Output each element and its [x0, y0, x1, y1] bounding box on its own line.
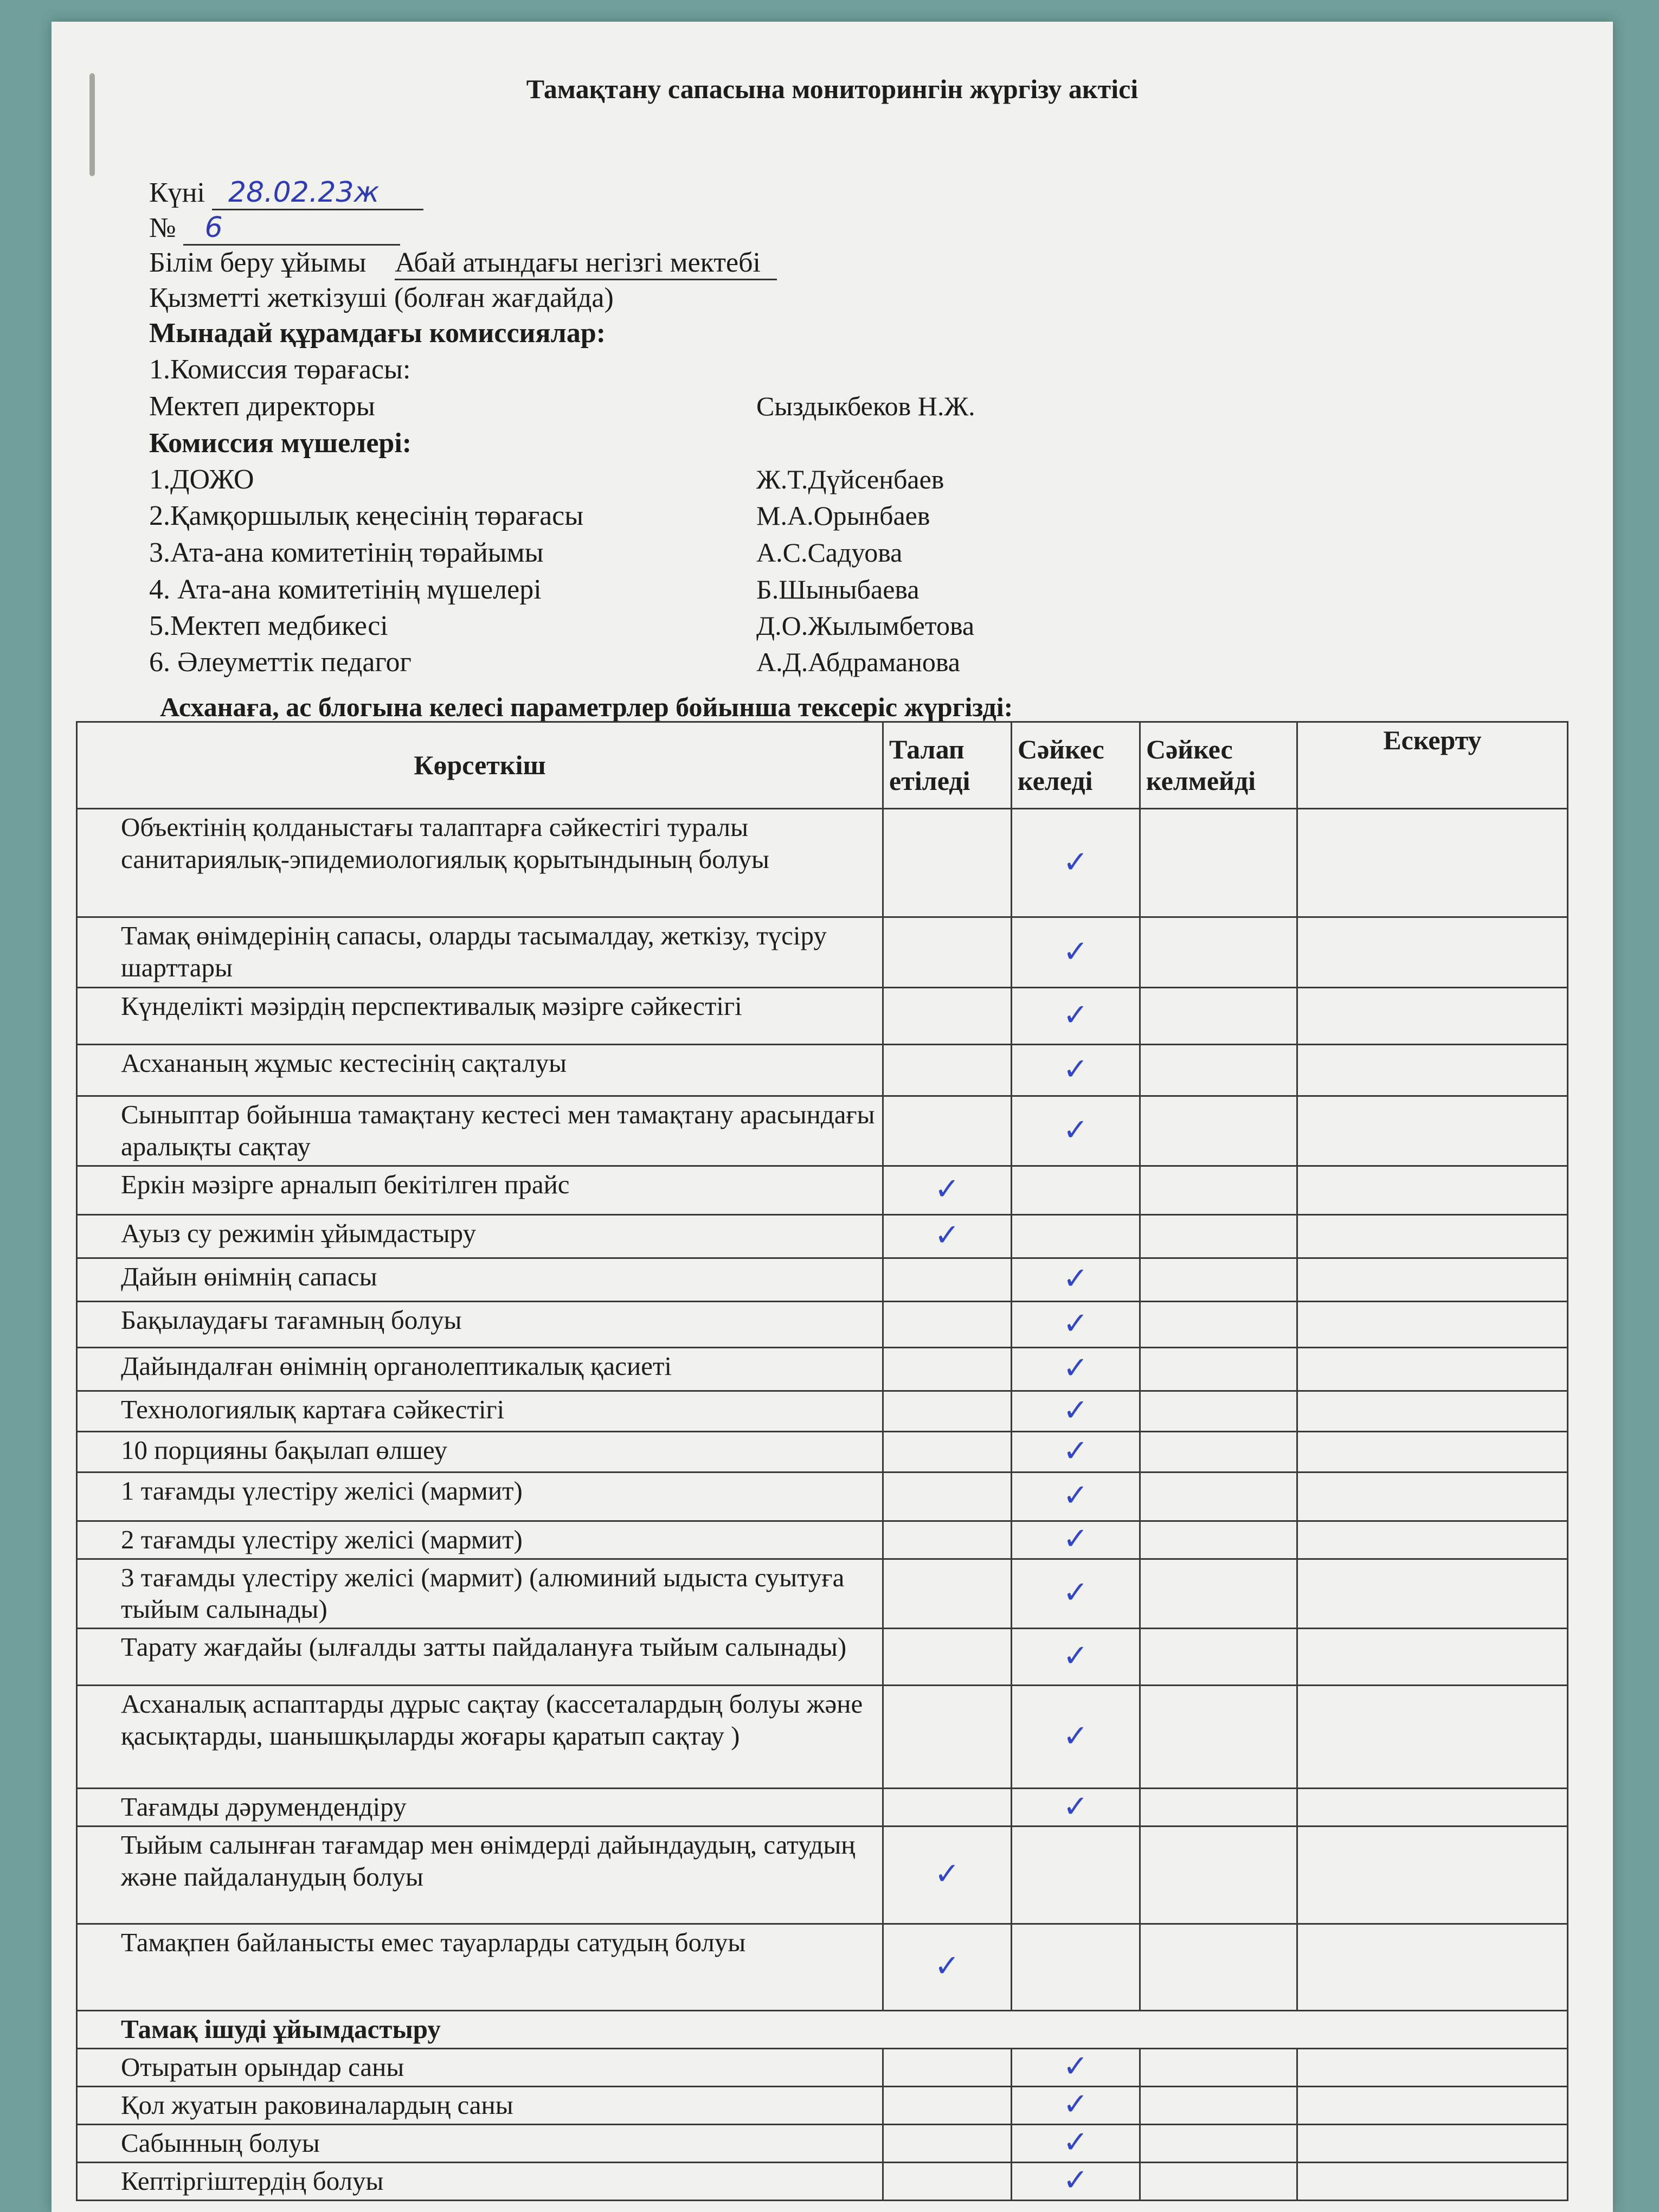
section-heading-row — [77, 2010, 1568, 2048]
indicator-cell: Кептіргіштердің болуы — [77, 2162, 883, 2200]
required-cell — [883, 988, 1012, 1045]
table-row — [77, 1214, 1568, 1258]
members-heading: Комиссия мүшелері: — [149, 428, 412, 459]
not-conforms-cell — [1140, 1391, 1297, 1431]
not-conforms-cell — [1140, 1166, 1297, 1214]
required-cell — [883, 1472, 1012, 1521]
table-caption: Асханаға, ас блогына келесі параметрлер бойынша тексеріс жүргізді: — [160, 692, 1013, 722]
check-mark-icon: ✓ — [1063, 2125, 1089, 2160]
indicator-cell: Асхананың жұмыс кестесінің сақталуы — [77, 1045, 883, 1096]
document-page — [52, 22, 1613, 2212]
required-cell — [883, 1789, 1012, 1827]
not-conforms-cell — [1140, 2162, 1297, 2200]
not-conforms-cell — [1140, 1789, 1297, 1827]
conforms-cell — [1012, 1686, 1140, 1789]
required-cell — [883, 1924, 1012, 2010]
document-title: Тамақтану сапасына мониторингін жүргізу актісі — [526, 74, 1139, 104]
not-conforms-cell — [1140, 1521, 1297, 1559]
table-row — [77, 1096, 1568, 1166]
not-conforms-cell — [1140, 1347, 1297, 1391]
conforms-cell — [1012, 1301, 1140, 1347]
table-body — [77, 809, 1568, 2201]
not-conforms-cell — [1140, 1559, 1297, 1629]
indicator-cell: Күнделікті мәзірдің перспективалық мәзірге сәйкестігі — [77, 988, 883, 1045]
member-role: 3.Ата-ана комитетінің төрайымы — [149, 537, 544, 568]
note-cell — [1297, 809, 1568, 917]
required-cell — [883, 917, 1012, 988]
inspection-table — [76, 721, 1568, 2201]
required-cell — [883, 1301, 1012, 1347]
conforms-cell — [1012, 1826, 1140, 1924]
required-cell — [883, 1521, 1012, 1559]
not-conforms-cell — [1140, 1045, 1297, 1096]
required-cell — [883, 1391, 1012, 1431]
conforms-cell — [1012, 2048, 1140, 2086]
table-row — [77, 1924, 1568, 2010]
conforms-cell — [1012, 1559, 1140, 1629]
check-mark-icon: ✓ — [1063, 1521, 1089, 1557]
not-conforms-cell — [1140, 809, 1297, 917]
note-cell — [1297, 1431, 1568, 1472]
indicator-cell: Бақылаудағы тағамның болуы — [77, 1301, 883, 1347]
check-mark-icon: ✓ — [934, 1949, 960, 1984]
indicator-cell: Сабынның болуы — [77, 2124, 883, 2162]
number-label: № — [149, 213, 176, 243]
required-cell — [883, 2162, 1012, 2200]
indicator-cell: Сыныптар бойынша тамақтану кестесі мен тамақтану арасындағы аралықты сақтау — [77, 1096, 883, 1166]
table-row — [77, 1521, 1568, 1559]
section-heading: Тамақ ішуді ұйымдастыру — [77, 2010, 1568, 2048]
org-value: Абай атындағы негізгі мектебі — [395, 247, 761, 278]
date-line — [149, 176, 423, 210]
date-value: 28.02.23ж — [228, 176, 380, 209]
check-mark-icon: ✓ — [1063, 934, 1089, 969]
header-conforms: Сәйкес келеді — [1012, 722, 1140, 809]
conforms-cell — [1012, 1431, 1140, 1472]
note-cell — [1297, 1096, 1568, 1166]
not-conforms-cell — [1140, 917, 1297, 988]
not-conforms-cell — [1140, 988, 1297, 1045]
header-required: Талап етіледі — [883, 722, 1012, 809]
conforms-cell — [1012, 1258, 1140, 1301]
member-role: 2.Қамқоршылық кеңесінің төрағасы — [149, 500, 584, 531]
check-mark-icon: ✓ — [1063, 1478, 1089, 1514]
table-row — [77, 1166, 1568, 1214]
check-mark-icon: ✓ — [1063, 844, 1089, 880]
indicator-cell: Дайындалған өнімнің органолептикалық қасиеті — [77, 1347, 883, 1391]
conforms-cell — [1012, 2124, 1140, 2162]
table-row — [77, 1559, 1568, 1629]
director-label: Мектеп директоры — [149, 391, 375, 422]
conforms-cell — [1012, 1166, 1140, 1214]
commission-heading: Мынадай құрамдағы комиссиялар: — [149, 318, 606, 349]
note-cell — [1297, 1347, 1568, 1391]
note-cell — [1297, 2086, 1568, 2124]
required-cell — [883, 1431, 1012, 1472]
not-conforms-cell — [1140, 1629, 1297, 1686]
table-header-row — [77, 722, 1568, 809]
table-row — [77, 1629, 1568, 1686]
header-not-conforms: Сәйкес келмейді — [1140, 722, 1297, 809]
indicator-cell: Еркін мәзірге арналып бекітілген прайс — [77, 1166, 883, 1214]
indicator-cell: Тамақ өнімдерінің сапасы, оларды тасымалдау, жеткізу, түсіру шарттары — [77, 917, 883, 988]
conforms-cell — [1012, 1521, 1140, 1559]
indicator-cell: Ауыз су режимін ұйымдастыру — [77, 1214, 883, 1258]
member-name: Д.О.Жылымбетова — [756, 610, 975, 641]
member-name: М.А.Орынбаев — [756, 500, 930, 531]
note-cell — [1297, 1472, 1568, 1521]
not-conforms-cell — [1140, 2086, 1297, 2124]
member-role: 6. Әлеуметтік педагог — [149, 647, 411, 678]
table-row — [77, 917, 1568, 988]
required-cell — [883, 1045, 1012, 1096]
conforms-cell — [1012, 1096, 1140, 1166]
not-conforms-cell — [1140, 2124, 1297, 2162]
check-mark-icon: ✓ — [1063, 1433, 1089, 1469]
check-mark-icon: ✓ — [1063, 1261, 1089, 1297]
conforms-cell — [1012, 2086, 1140, 2124]
conforms-cell — [1012, 1789, 1140, 1827]
check-mark-icon: ✓ — [1063, 998, 1089, 1033]
table-row — [77, 1431, 1568, 1472]
member-name: Б.Шыныбаева — [756, 574, 919, 605]
not-conforms-cell — [1140, 1258, 1297, 1301]
required-cell — [883, 2048, 1012, 2086]
check-mark-icon: ✓ — [1063, 1575, 1089, 1611]
indicator-cell: 2 тағамды үлестіру желісі (мармит) — [77, 1521, 883, 1559]
table-row — [77, 2086, 1568, 2124]
required-cell — [883, 1686, 1012, 1789]
table-row — [77, 1789, 1568, 1827]
indicator-cell: Тағамды дәрумендендіру — [77, 1789, 883, 1827]
table-row — [77, 1258, 1568, 1301]
indicator-cell: Объектінің қолданыстағы талаптарға сәйкестігі туралы санитариялық-эпидемиологиялық қорытындының болуы — [77, 809, 883, 917]
note-cell — [1297, 1258, 1568, 1301]
table-row — [77, 988, 1568, 1045]
required-cell — [883, 1826, 1012, 1924]
member-name: А.С.Садуова — [756, 537, 903, 568]
check-mark-icon: ✓ — [1063, 1351, 1089, 1386]
not-conforms-cell — [1140, 2048, 1297, 2086]
note-cell — [1297, 1789, 1568, 1827]
required-cell — [883, 2124, 1012, 2162]
check-mark-icon: ✓ — [1063, 1718, 1089, 1754]
note-cell — [1297, 1045, 1568, 1096]
note-cell — [1297, 1629, 1568, 1686]
indicator-cell: Дайын өнімнің сапасы — [77, 1258, 883, 1301]
org-label: Білім беру ұйымы — [149, 247, 366, 278]
check-mark-icon: ✓ — [1063, 1112, 1089, 1148]
note-cell — [1297, 1686, 1568, 1789]
table-row — [77, 1686, 1568, 1789]
note-cell — [1297, 1924, 1568, 2010]
required-cell — [883, 1629, 1012, 1686]
note-cell — [1297, 2124, 1568, 2162]
note-cell — [1297, 1521, 1568, 1559]
member-role: 5.Мектеп медбикесі — [149, 610, 388, 641]
required-cell — [883, 1214, 1012, 1258]
indicator-cell: 3 тағамды үлестіру желісі (мармит) (алюминий ыдыста суытуға тыйым салынады) — [77, 1559, 883, 1629]
note-cell — [1297, 2162, 1568, 2200]
note-cell — [1297, 2048, 1568, 2086]
check-mark-icon: ✓ — [1063, 1789, 1089, 1824]
table-row — [77, 1347, 1568, 1391]
check-mark-icon: ✓ — [1063, 2049, 1089, 2085]
conforms-cell — [1012, 2162, 1140, 2200]
not-conforms-cell — [1140, 1096, 1297, 1166]
required-cell — [883, 1166, 1012, 1214]
note-cell — [1297, 1559, 1568, 1629]
conforms-cell — [1012, 809, 1140, 917]
note-cell — [1297, 1166, 1568, 1214]
table-row — [77, 1045, 1568, 1096]
check-mark-icon: ✓ — [1063, 1392, 1089, 1428]
not-conforms-cell — [1140, 1431, 1297, 1472]
check-mark-icon: ✓ — [934, 1172, 960, 1207]
conforms-cell — [1012, 1472, 1140, 1521]
conforms-cell — [1012, 917, 1140, 988]
conforms-cell — [1012, 1924, 1140, 2010]
required-cell — [883, 1258, 1012, 1301]
note-cell — [1297, 1391, 1568, 1431]
not-conforms-cell — [1140, 1472, 1297, 1521]
not-conforms-cell — [1140, 1686, 1297, 1789]
indicator-cell: Отыратын орындар саны — [77, 2048, 883, 2086]
header-indicator: Көрсеткіш — [77, 722, 883, 809]
indicator-cell: Тарату жағдайы (ылғалды затты пайдалануға тыйым салынады) — [77, 1629, 883, 1686]
supplier-label: Қызметті жеткізуші (болған жағдайда) — [149, 282, 614, 313]
note-cell — [1297, 1826, 1568, 1924]
note-cell — [1297, 1214, 1568, 1258]
not-conforms-cell — [1140, 1826, 1297, 1924]
indicator-cell: 10 порцияны бақылап өлшеу — [77, 1431, 883, 1472]
check-mark-icon: ✓ — [1063, 1052, 1089, 1087]
indicator-cell: 1 тағамды үлестіру желісі (мармит) — [77, 1472, 883, 1521]
required-cell — [883, 1559, 1012, 1629]
chair-label: 1.Комиссия төрағасы: — [149, 354, 411, 385]
required-cell — [883, 1096, 1012, 1166]
indicator-cell: Тамақпен байланысты емес тауарларды сатудың болуы — [77, 1924, 883, 2010]
number-line — [149, 211, 400, 246]
check-mark-icon: ✓ — [1063, 1306, 1089, 1341]
number-value: 6 — [204, 211, 223, 244]
note-cell — [1297, 917, 1568, 988]
check-mark-icon: ✓ — [934, 1218, 960, 1253]
org-line — [149, 247, 777, 280]
indicator-cell: Тыйым салынған тағамдар мен өнімдерді дайындаудың, сатудың және пайдаланудың болуы — [77, 1826, 883, 1924]
required-cell — [883, 809, 1012, 917]
indicator-cell: Асханалық аспаптарды дұрыс сақтау (кассеталардың болуы және қасықтарды, шанышқыларды жоғары қаратып сақтау ) — [77, 1686, 883, 1789]
table-row — [77, 2048, 1568, 2086]
not-conforms-cell — [1140, 1924, 1297, 2010]
conforms-cell — [1012, 1347, 1140, 1391]
member-name: Ж.Т.Дүйсенбаев — [756, 464, 944, 494]
check-mark-icon: ✓ — [1063, 2163, 1089, 2198]
conforms-cell — [1012, 988, 1140, 1045]
required-cell — [883, 2086, 1012, 2124]
indicator-cell: Қол жуатын раковиналардың саны — [77, 2086, 883, 2124]
member-name: А.Д.Абдраманова — [756, 647, 961, 677]
not-conforms-cell — [1140, 1214, 1297, 1258]
check-mark-icon: ✓ — [1063, 2087, 1089, 2123]
header-note: Ескерту — [1297, 722, 1568, 809]
required-cell — [883, 1347, 1012, 1391]
note-cell — [1297, 1301, 1568, 1347]
table-row — [77, 2162, 1568, 2200]
member-role: 4. Ата-ана комитетінің мүшелері — [149, 574, 542, 605]
conforms-cell — [1012, 1045, 1140, 1096]
table-row — [77, 809, 1568, 917]
conforms-cell — [1012, 1629, 1140, 1686]
not-conforms-cell — [1140, 1301, 1297, 1347]
check-mark-icon: ✓ — [934, 1856, 960, 1892]
check-mark-icon: ✓ — [1063, 1638, 1089, 1674]
date-label: Күні — [149, 177, 205, 208]
table-row — [77, 1472, 1568, 1521]
director-name: Сыздыкбеков Н.Ж. — [756, 391, 975, 421]
conforms-cell — [1012, 1391, 1140, 1431]
table-row — [77, 1391, 1568, 1431]
table-row — [77, 1301, 1568, 1347]
table-row — [77, 1826, 1568, 1924]
note-cell — [1297, 988, 1568, 1045]
indicator-cell: Технологиялық картаға сәйкестігі — [77, 1391, 883, 1431]
conforms-cell — [1012, 1214, 1140, 1258]
member-role: 1.ДОЖО — [149, 464, 254, 495]
table-row — [77, 2124, 1568, 2162]
